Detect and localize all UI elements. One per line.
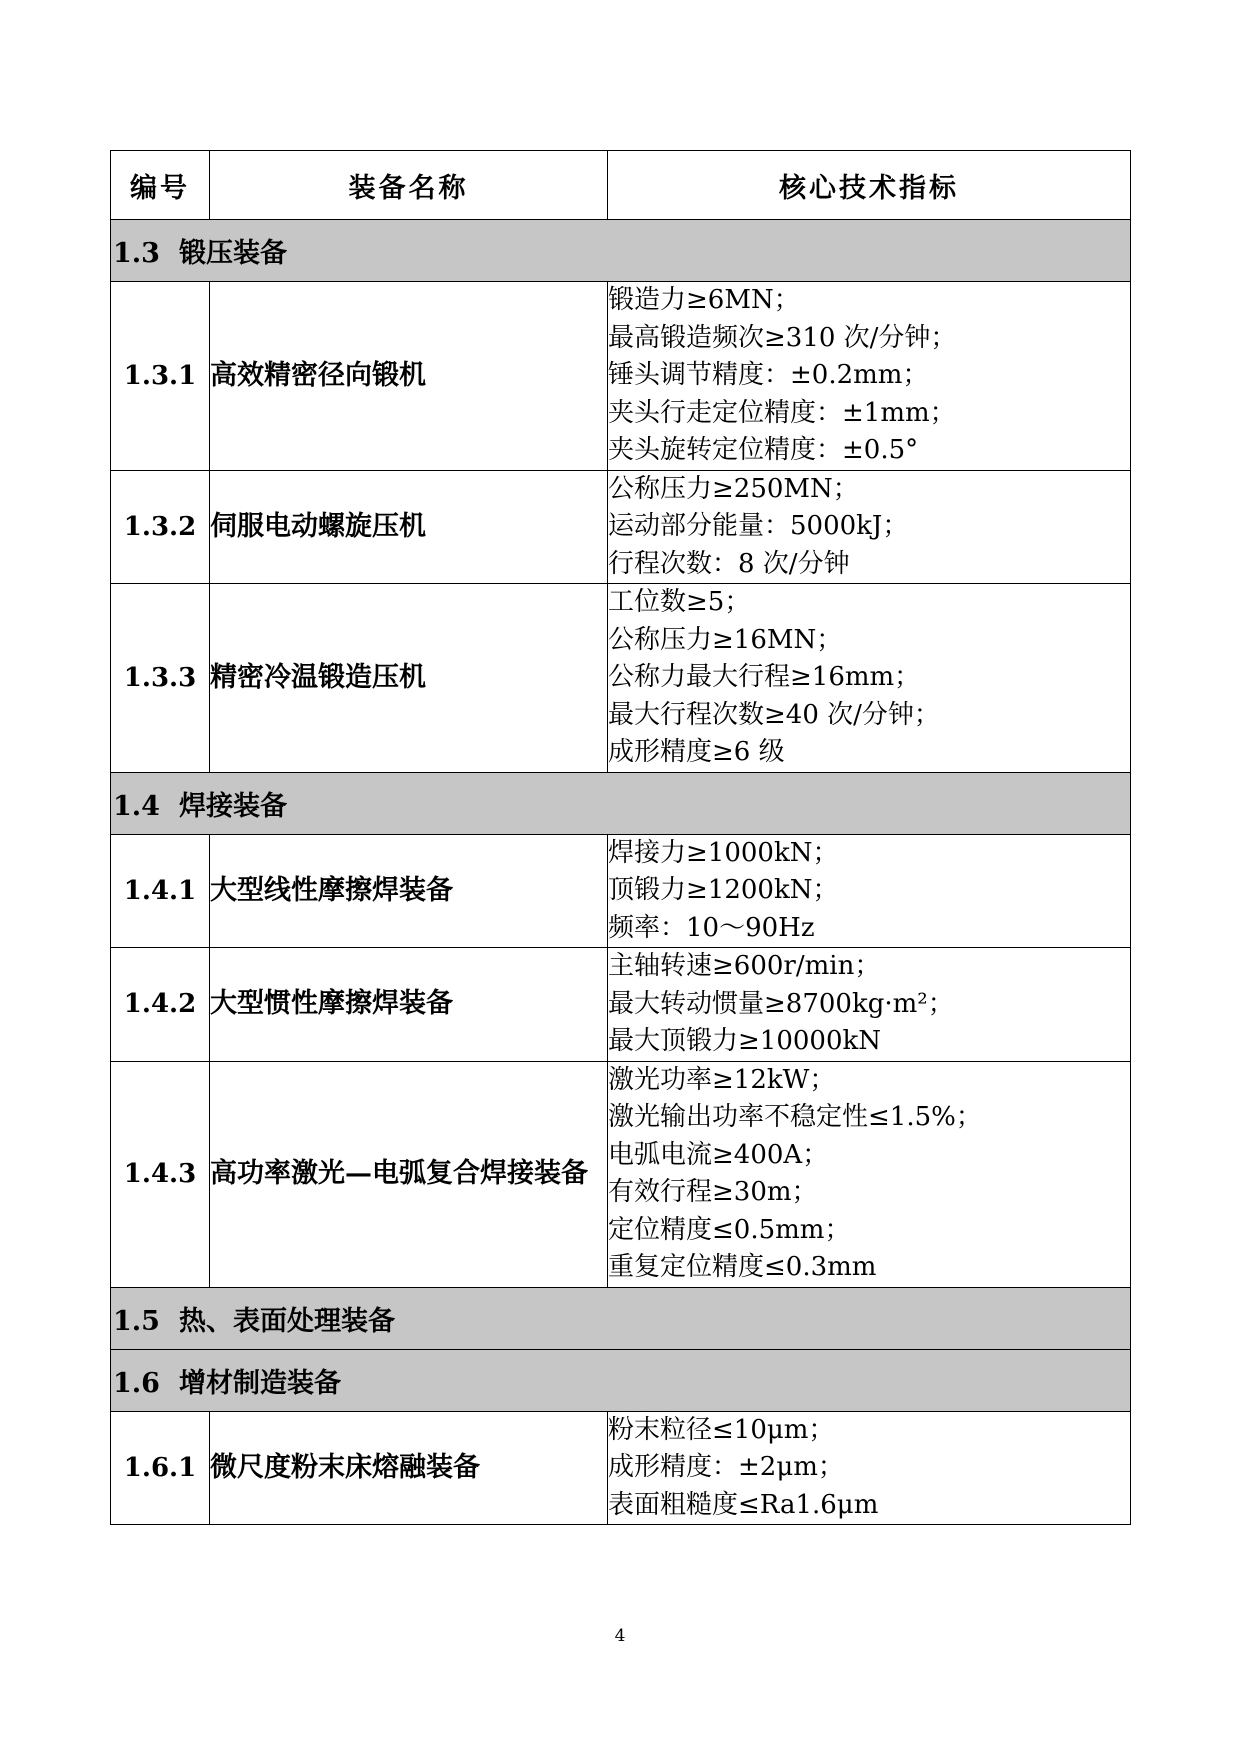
table-row	[111, 584, 1131, 773]
spec-line: 最高锻造频次≥310 次/分钟；	[608, 322, 957, 353]
table-header-row	[111, 151, 1131, 220]
spec-line: 锤头调节精度：±0.2mm；	[608, 360, 929, 390]
section-row	[111, 1349, 1131, 1411]
spec-list	[608, 470, 1131, 584]
spec-line: 行程次数：8 次/分钟	[608, 548, 850, 579]
spec-line: 最大顶锻力≥10000kN	[608, 1026, 882, 1056]
spec-list	[608, 584, 1131, 773]
spec-line: 有效行程≥30m；	[608, 1177, 818, 1207]
spec-line: 工位数≥5；	[608, 587, 751, 617]
equipment-name: 大型惯性摩擦焊装备	[210, 948, 608, 1062]
header-equipment-name: 装备名称	[210, 151, 608, 220]
table-row	[111, 948, 1131, 1062]
section-number: 1.5	[113, 1305, 160, 1337]
spec-list	[608, 1411, 1131, 1525]
item-number: 1.3.2	[111, 470, 210, 584]
section-row	[111, 220, 1131, 282]
section-row	[111, 772, 1131, 834]
header-number: 编号	[111, 151, 210, 220]
item-number: 1.3.1	[111, 282, 210, 471]
spec-line: 焊接力≥1000kN；	[608, 837, 839, 868]
item-number: 1.4.3	[111, 1061, 210, 1287]
equipment-name: 高效精密径向锻机	[210, 282, 608, 471]
table-row	[111, 834, 1131, 948]
table-row	[111, 1061, 1131, 1287]
spec-list	[608, 834, 1131, 948]
spec-line: 主轴转速≥600r/min；	[608, 951, 881, 981]
equipment-name: 大型线性摩擦焊装备	[210, 834, 608, 948]
page-number: 4	[614, 1626, 626, 1646]
section-title: 增材制造装备	[179, 1367, 341, 1399]
section-number: 1.4	[113, 790, 160, 822]
section-row	[111, 1287, 1131, 1349]
section-heading	[111, 220, 1131, 282]
equipment-name: 微尺度粉末床熔融装备	[210, 1411, 608, 1525]
equipment-name: 伺服电动螺旋压机	[210, 470, 608, 584]
spec-line: 成形精度：±2μm；	[608, 1452, 844, 1482]
spec-line: 最大行程次数≥40 次/分钟；	[608, 699, 940, 730]
item-number: 1.4.2	[111, 948, 210, 1062]
section-heading	[111, 1287, 1131, 1349]
item-number: 1.3.3	[111, 584, 210, 773]
section-heading	[111, 772, 1131, 834]
spec-line: 定位精度≤0.5mm；	[608, 1214, 851, 1245]
table-row	[111, 470, 1131, 584]
spec-line: 激光功率≥12kW；	[608, 1064, 836, 1095]
section-title: 锻压装备	[179, 238, 287, 269]
spec-line: 公称力最大行程≥16mm；	[608, 662, 921, 692]
section-number: 1.6	[113, 1367, 160, 1399]
spec-line: 锻造力≥6MN；	[608, 285, 800, 315]
spec-line: 夹头行走定位精度：±1mm；	[608, 397, 956, 428]
equipment-spec-table	[110, 150, 1131, 1525]
spec-line: 夹头旋转定位精度：±0.5°	[608, 435, 919, 465]
section-heading	[111, 1349, 1131, 1411]
spec-line: 电弧电流≥400A；	[608, 1139, 829, 1170]
table-row	[111, 1411, 1131, 1525]
spec-line: 重复定位精度≤0.3mm	[608, 1252, 877, 1282]
spec-line: 成形精度≥6 级	[608, 737, 785, 767]
spec-line: 频率：10～90Hz	[608, 912, 815, 943]
spec-list	[608, 948, 1131, 1062]
equipment-name: 精密冷温锻造压机	[210, 584, 608, 773]
item-number: 1.4.1	[111, 834, 210, 948]
spec-line: 顶锻力≥1200kN；	[608, 875, 839, 905]
item-number: 1.6.1	[111, 1411, 210, 1525]
section-title: 热、表面处理装备	[179, 1305, 395, 1337]
spec-line: 表面粗糙度≤Ra1.6μm	[608, 1489, 879, 1520]
spec-list	[608, 282, 1131, 471]
spec-line: 激光输出功率不稳定性≤1.5%；	[608, 1102, 982, 1132]
table-body	[111, 220, 1131, 1525]
section-number: 1.3	[113, 238, 160, 269]
section-title: 焊接装备	[179, 790, 287, 822]
table-row	[111, 282, 1131, 471]
equipment-name: 高功率激光—电弧复合焊接装备	[210, 1061, 608, 1287]
spec-line: 公称压力≥16MN；	[608, 624, 843, 655]
spec-line: 公称压力≥250MN；	[608, 473, 859, 504]
spec-line: 运动部分能量：5000kJ；	[608, 511, 909, 541]
spec-list	[608, 1061, 1131, 1287]
spec-line: 最大转动惯量≥8700kg·m²；	[608, 988, 954, 1019]
header-core-specs: 核心技术指标	[608, 151, 1131, 220]
spec-line: 粉末粒径≤10μm；	[608, 1414, 835, 1445]
